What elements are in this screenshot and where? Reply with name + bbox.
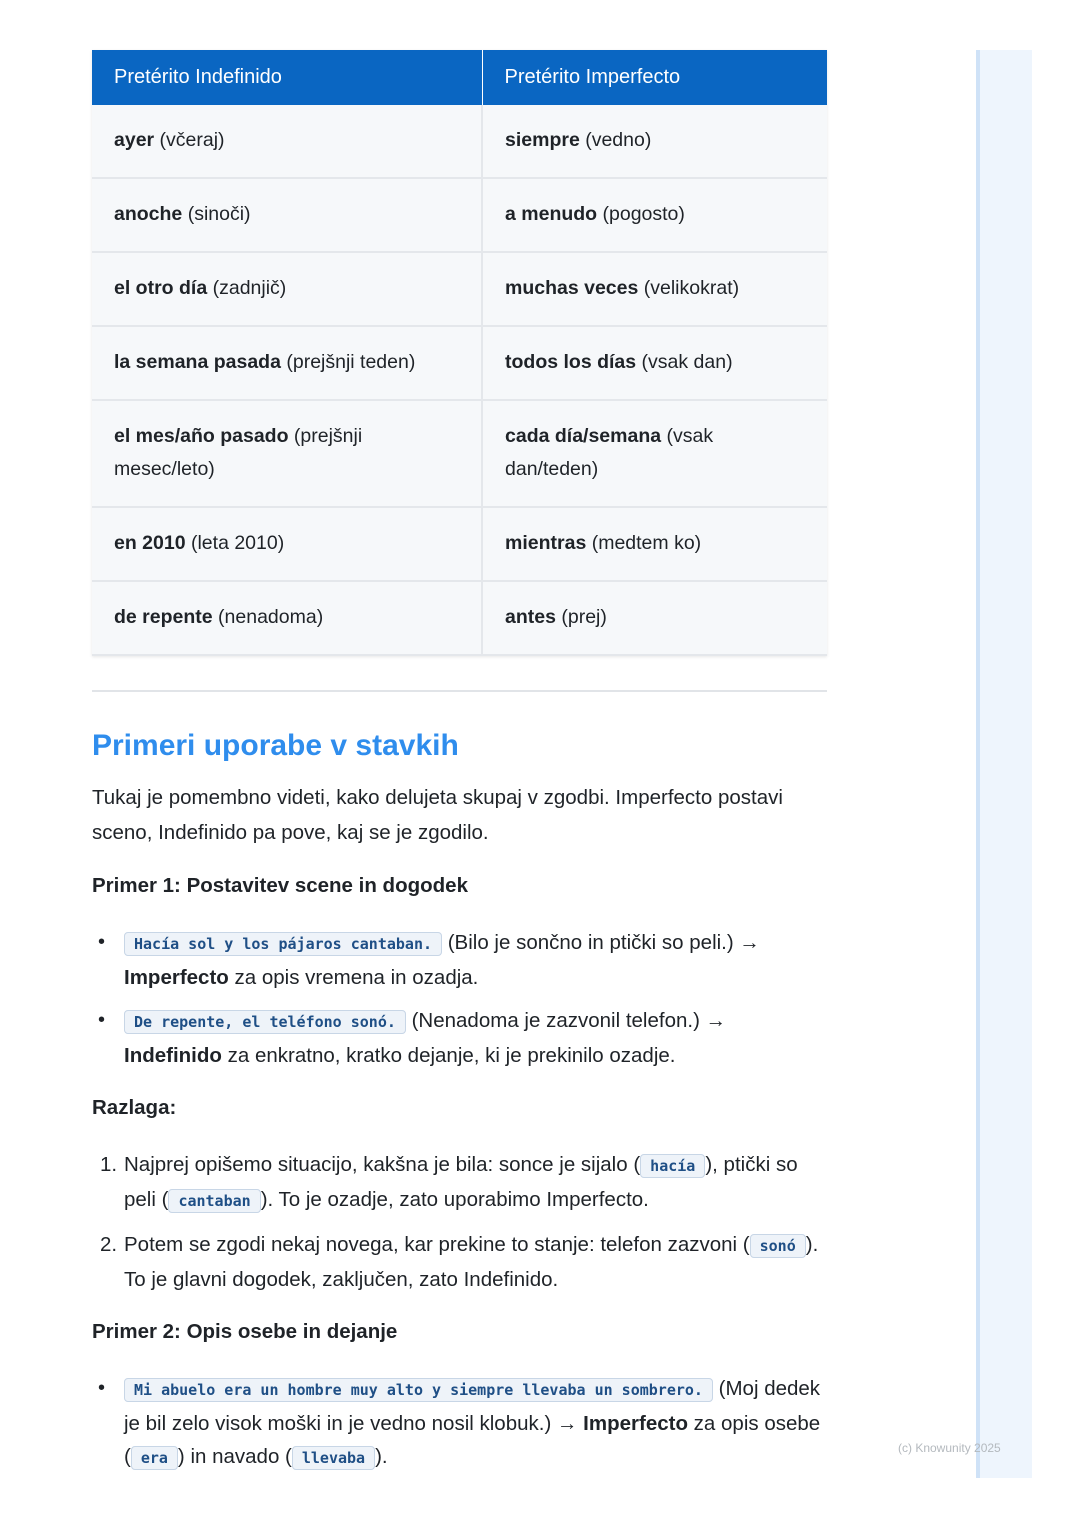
- time-expressions-table: [92, 50, 827, 656]
- emphasis: Imperfecto: [124, 966, 229, 989]
- term: en 2010: [114, 532, 186, 554]
- text: (Moj dedek je bil zelo visok moški in je vedno nosil klobuk.) →: [124, 1377, 821, 1435]
- intro-paragraph: Tukaj je pomembno videti, kako delujeta skupaj v zgodbi. Imperfecto postavi sceno, Indefinido pa pove, kaj se je zgodilo.: [92, 786, 783, 844]
- code-snippet: llevaba: [292, 1446, 375, 1470]
- table-row: [92, 105, 827, 178]
- term: el mes/año pasado: [114, 425, 289, 447]
- section-title: Primeri uporabe v stavkih: [92, 729, 459, 762]
- text: za opis osebe (: [124, 1412, 821, 1468]
- table-row: [92, 581, 827, 655]
- table-cell: [92, 326, 482, 400]
- text: za enkratno, kratko dejanje, ki je prekinilo ozadje.: [221, 1044, 676, 1067]
- text: Potem se zgodi nekaj novega, kar prekine to stanje: telefon zazvoni (: [124, 1233, 750, 1256]
- table-cell: [482, 105, 827, 178]
- table-cell: [482, 507, 827, 581]
- example1-list: [92, 926, 827, 1072]
- translation: (vedno): [579, 129, 652, 151]
- table-cell: [482, 252, 827, 326]
- example2-list: [92, 1372, 827, 1475]
- list-item: [92, 1372, 827, 1475]
- table-cell: [482, 178, 827, 252]
- term: muchas veces: [505, 277, 639, 299]
- term: la semana pasada: [114, 351, 281, 373]
- list-number: 2.: [100, 1233, 118, 1256]
- translation: (zadnjič): [207, 277, 287, 299]
- table-cell: [482, 400, 827, 507]
- term: siempre: [505, 129, 580, 151]
- table-cell: [92, 581, 482, 655]
- table-cell: [482, 326, 827, 400]
- translation: (prej): [555, 606, 607, 628]
- translation: (nenadoma): [212, 606, 324, 628]
- text: ). To je glavni dogodek, zaključen, zato Indefinido.: [124, 1233, 819, 1291]
- code-snippet: era: [131, 1446, 178, 1470]
- document-content: [92, 50, 827, 1485]
- example1-title: Primer 1: Postavitev scene in dogodek: [92, 874, 468, 897]
- section-divider: [92, 690, 827, 692]
- table-row: [92, 326, 827, 400]
- list-number: 1.: [100, 1153, 118, 1176]
- header-indefinido: Pretérito Indefinido: [92, 50, 482, 105]
- text: ).: [375, 1445, 388, 1468]
- table-row: [92, 400, 827, 507]
- term: cada día/semana: [505, 425, 662, 447]
- table-cell: [92, 252, 482, 326]
- table-header-row: [92, 50, 827, 105]
- list-item: [92, 1004, 827, 1072]
- table-row: [92, 252, 827, 326]
- table-cell: [92, 178, 482, 252]
- list-item: [92, 926, 827, 994]
- text: ). To je ozadje, zato uporabimo Imperfecto.: [260, 1188, 649, 1211]
- translation: (pogosto): [597, 203, 685, 225]
- translation: (medtem ko): [586, 532, 702, 554]
- translation: (sinoči): [182, 203, 251, 225]
- term: antes: [505, 606, 556, 628]
- translation: (velikokrat): [638, 277, 740, 299]
- code-snippet: De repente, el teléfono sonó.: [124, 1010, 406, 1034]
- translation: (vsak dan): [636, 351, 733, 373]
- term: anoche: [114, 203, 183, 225]
- term: a menudo: [505, 203, 598, 225]
- code-snippet: sonó: [750, 1234, 806, 1258]
- emphasis: Indefinido: [124, 1044, 222, 1067]
- text: ), ptički so peli (: [124, 1153, 798, 1211]
- emphasis: Imperfecto: [583, 1412, 688, 1435]
- term: mientras: [505, 532, 587, 554]
- translation: (prejšnji mesec/leto): [114, 425, 363, 480]
- table-cell: [482, 581, 827, 655]
- code-snippet: cantaban: [168, 1189, 260, 1213]
- table-cell: [92, 507, 482, 581]
- text: za opis vremena in ozadja.: [228, 966, 479, 989]
- translation: (leta 2010): [185, 532, 285, 554]
- explanation-title: Razlaga:: [92, 1096, 177, 1119]
- example2-title: Primer 2: Opis osebe in dejanje: [92, 1320, 398, 1343]
- text: (Bilo je sončno in ptički so peli.) →: [442, 931, 760, 954]
- table-cell: [92, 400, 482, 507]
- code-snippet: Hacía sol y los pájaros cantaban.: [124, 932, 442, 956]
- watermark: (c) Knowunity 2025: [898, 1441, 1001, 1455]
- term: el otro día: [114, 277, 208, 299]
- text: ) in navado (: [177, 1445, 292, 1468]
- translation: (včeraj): [154, 129, 225, 151]
- text: (Nenadoma je zazvonil telefon.) →: [405, 1009, 727, 1032]
- list-item: [92, 1148, 827, 1218]
- code-snippet: Mi abuelo era un hombre muy alto y siempre llevaba un sombrero.: [124, 1378, 713, 1402]
- explanation-list: [92, 1148, 827, 1296]
- term: ayer: [114, 129, 155, 151]
- list-item: [92, 1228, 827, 1296]
- table-row: [92, 507, 827, 581]
- term: de repente: [114, 606, 213, 628]
- translation: (vsak dan/teden): [505, 425, 714, 480]
- term: todos los días: [505, 351, 637, 373]
- header-imperfecto: Pretérito Imperfecto: [482, 50, 827, 105]
- right-sidebar: [976, 50, 1032, 1478]
- table-row: [92, 178, 827, 252]
- code-snippet: hacía: [640, 1154, 705, 1178]
- translation: (prejšnji teden): [280, 351, 416, 373]
- table-cell: [92, 105, 482, 178]
- sidebar-border: [976, 50, 980, 1478]
- text: Najprej opišemo situacijo, kakšna je bila: sonce je sijalo (: [124, 1153, 641, 1176]
